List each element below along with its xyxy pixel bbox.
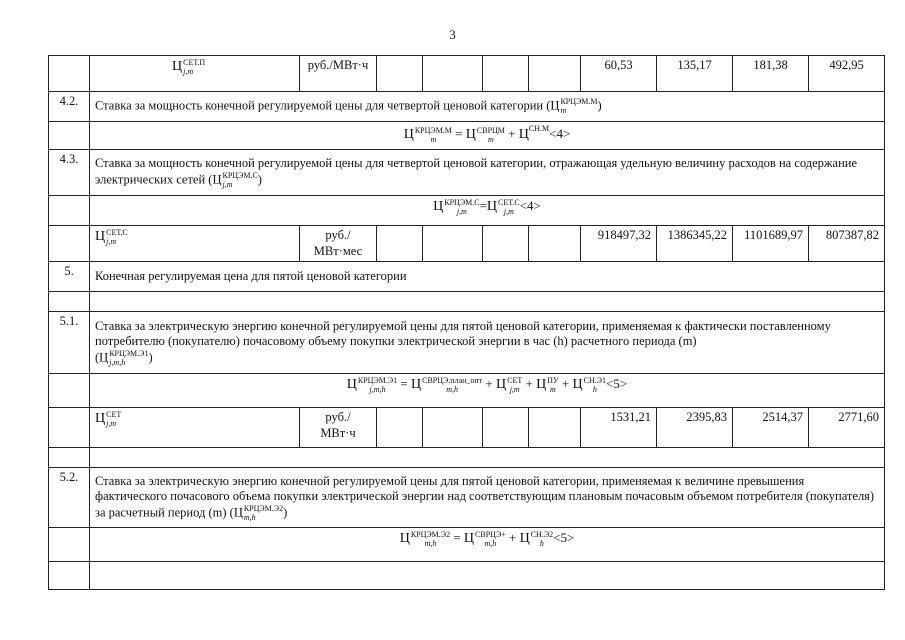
empty-cell [377,56,423,92]
table-row [49,312,885,374]
table-row [49,262,885,292]
value-cell: 918497,32 [581,226,657,262]
value-cell: 181,38 [733,56,809,92]
unit-cell: руб./МВт·ч [300,56,377,92]
unit-cell: руб./ МВт·мес [300,226,377,262]
section-description: Ставка за мощность конечной регулируемой цены для четвертой ценовой категории, отражающая удельную величину расходов на содержание электрических сетей (Ц КРЦЭМ.С j,m ) [90,150,885,196]
empty-cell [423,56,483,92]
description-text: Ставка за электрическую энергию конечной регулируемой цены для пятой ценовой категории, применяемая к величине превышения фактического почасового объема покупки электрической энергии над соответствующим плановым почасовым объемом потребителя (покупателя) за расчетный период (m) [95,473,875,520]
table-row [49,468,885,528]
section-description: Конечная регулируемая цена для пятой ценовой категории [90,262,885,292]
section-description: Ставка за мощность конечной регулируемой цены для четвертой ценовой категории (Ц КРЦЭМ.М m ) [90,92,885,122]
section-number: 5.2. [49,468,90,528]
value-cell: 1101689,97 [733,226,809,262]
value-cell: 2771,60 [809,408,885,448]
table-row [49,150,885,196]
formula-row [49,528,885,562]
formula: Ц КРЦЭМ.М m = Ц СВРЦМ m + $Ц^{СН.М}<4>$ [90,122,885,150]
description-text: Ставка за мощность конечной регулируемой цены для четвертой ценовой категории [95,98,544,113]
table-row [49,292,885,312]
empty-cell [529,56,581,92]
value-cell: 1531,21 [581,408,657,448]
table-row [49,92,885,122]
value-cell: 2395,83 [657,408,733,448]
description-text: Ставка за электрическую энергию конечной регулируемой цены для пятой ценовой категории, применяемая к фактически поставленному потребителю (покупателю) почасовому объему покупки электрической энергии в час (h) расчетного периода (m) [95,318,831,349]
section-number: 4.3. [49,150,90,196]
section-description: Ставка за электрическую энергию конечной регулируемой цены для пятой ценовой категории, применяемая к величине превышения фактического почасового объема покупки электрической энергии над соответствующим плановым почасовым объемом потребителя (покупателя) за расчетный период (m) (Ц КРЦЭМ.Э2 m,h ) [90,468,885,528]
description-text: Ставка за мощность конечной регулируемой цены для четвертой ценовой категории, отражающая удельную величину расходов на содержание электрических сетей [95,156,858,187]
formula-row [49,122,885,150]
symbol-subscript: j,m [183,66,194,76]
table-row [49,562,885,590]
value-cell: 135,17 [657,56,733,92]
row-number-cell [49,56,90,92]
formula-row [49,196,885,226]
symbol-superscript: СЕТ.П [183,57,206,67]
symbol-letter: Ц [172,59,183,74]
table-row [49,408,885,448]
value-cell: 60,53 [581,56,657,92]
formula: Ц КРЦЭМ.Э1 j,m,h = Ц СВРЦЭ.план_опт m,h + Ц СЕТ j,m + Ц ПУ m + Ц СН.Э1 h <5> [90,374,885,408]
formula-row [49,374,885,408]
page-number: 3 [449,27,456,42]
value-cell: 2514,37 [733,408,809,448]
value-cell: 492,95 [809,56,885,92]
empty-cell [483,56,529,92]
section-description: Ставка за электрическую энергию конечной регулируемой цены для пятой ценовой категории, применяемая к фактически поставленному потребителю (покупателю) почасовому объему покупки электрической энергии в час (h) расчетного периода (m) (Ц КРЦЭМ.Э1 j,m,h ) [90,312,885,374]
formula: Ц КРЦЭМ.Э2 m,h = Ц СВРЦЭ+ m,h + Ц СН.Э2 h <5> [90,528,885,562]
section-number: 4.2. [49,92,90,122]
symbol-cell [90,56,300,92]
formula: Ц КРЦЭМ.С j,m =Ц СЕТ.С j,m <4> [90,196,885,226]
symbol-cell: Ц СЕТ j,m [90,408,300,448]
symbol-cell: Ц СЕТ.С j,m [90,226,300,262]
section-number: 5. [49,262,90,292]
value-cell: 807387,82 [809,226,885,262]
value-cell: 1386345,22 [657,226,733,262]
tariff-table [48,55,885,590]
table-row [49,448,885,468]
table-row [49,226,885,262]
section-number: 5.1. [49,312,90,374]
table-row [49,56,885,92]
unit-cell: руб./ МВт·ч [300,408,377,448]
